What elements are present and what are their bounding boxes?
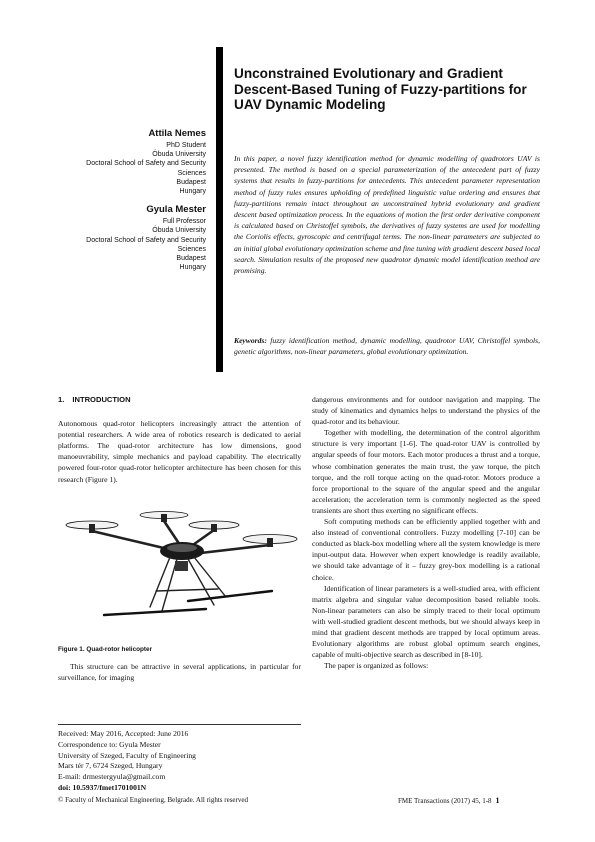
author-affiliation-line: Óbuda University	[152, 227, 206, 235]
author-affiliation-line: Budapest	[176, 178, 206, 186]
footer-journal	[398, 796, 500, 805]
paragraph: Together with modelling, the determination of the control algorithm structure is very important [1-6]. The quad-rotor UAV is controlled by angular speeds of four motors. Each motor produces a thrust and a torque, whose combination generates the main trust, the yaw torque, the pitch torque, and the roll torque acting on the quad-rotor. Motors produce a force proportional to the square of the angular speed and the angular acceleration; the acceleration term is commonly neglected as the speed transients are short thus exerting no significant effects.	[312, 428, 540, 515]
footnotes	[58, 729, 301, 794]
vertical-divider-bar	[216, 47, 223, 372]
paragraph: Soft computing methods can be efficiently applied together with and also instead of conventional controllers. Fuzzy modelling [7-10] can be conducted as black-box modelling where all the system knowledge is mere input-output data. However when expert knowledge is readily available, we should take advantage of it – fuzzy grey-box modelling is a rational choice.	[312, 517, 540, 582]
author-affiliation-line: Sciences	[177, 245, 206, 253]
paragraph: Identification of linear parameters is a well-studied area, with efficient matrix algebra and singular value decomposition based reliable tools. Non-linear parameters can also be simply traced to their local optimum with well-studied gradient descent methods, but we should always keep in mind that gradient descent methods are trapped by local optimum areas. Evolutionary algorithms are robust global optimum search engines, capable of multi-objective search as described in [8-10].	[312, 583, 540, 660]
intro-paragraph: Autonomous quad-rotor helicopters increasingly attract the attention of potential researchers. A wide area of robotics research is dedicated to aerial platforms. The quad-rotor architecture has low dimensions, good manoeuvrability, simple mechanics and payload capability. The electrically powered four-rotor quad-rotor helicopter architecture has been chosen for this research (Figure 1).	[58, 419, 301, 484]
author-affiliation-line: Sciences	[177, 169, 206, 177]
paragraph: This structure can be attractive in several applications, in particular for surveillance, for imaging	[58, 661, 301, 682]
institution-note: University of Szeged, Faculty of Engineering	[58, 750, 196, 760]
keywords-label: Keywords:	[234, 336, 267, 345]
author-affiliation-line: Full Professor	[162, 218, 206, 226]
left-column	[58, 394, 301, 683]
figure-caption: Figure 1. Quad-rotor helicopter	[58, 645, 153, 653]
author-name: Gyula Mester	[146, 204, 206, 216]
author-affiliation-line: Doctoral School of Safety and Security	[86, 236, 206, 244]
journal-citation: FME Transactions (2017) 45, 1-8	[398, 797, 492, 805]
email-note: E-mail: drmestergyula@gmail.com	[58, 772, 166, 782]
keywords-text: fuzzy identification method, dynamic modelling, quadrotor UAV, Christoffel symbols, genetic algorithms, non-linear parameters, global evolutionary optimization.	[234, 336, 540, 357]
paragraph: The paper is organized as follows:	[324, 661, 429, 671]
right-column	[312, 394, 540, 671]
section-number: 1.	[58, 395, 65, 404]
page-number: 1	[495, 796, 500, 805]
author-affiliation-line: Hungary	[179, 264, 206, 272]
section-heading	[58, 394, 301, 405]
author-affiliation-line: Óbuda University	[152, 151, 206, 159]
footer-copyright: © Faculty of Mechanical Engineering, Belgrade. All rights reserved	[58, 796, 248, 804]
quadrotor-figure	[58, 499, 301, 629]
author-affiliation-line: Hungary	[179, 188, 206, 196]
abstract: In this paper, a novel fuzzy identification method for dynamic modelling of quadrotors UAV is presented. The method is based on a special parameterization of the antecedent part of fuzzy systems that results in fuzzy-partitions for antecedents. This antecedent parameter representation method of fuzzy rules ensures upholding of predefined linguistic value ordering and ensures that fuzzy-partitions remain intact throughout an unconstrained hybrid evolutionary and gradient descent based optimization process. In the equations of motion the first order derivative component is calculated based on Christoffel symbols, the derivatives of fuzzy systems are used for modelling the Coriolis effects, gyroscopic and centrifugal terms. The non-linear parameters are subjected to an initial global evolutionary optimization scheme and fine tuning with gradient descent based local search. Simulation results of the proposed new quadrotor dynamic model identification method are promising.	[234, 154, 540, 276]
doi-note: doi: 10.5937/fmet1701001N	[58, 782, 147, 792]
paragraph: dangerous environments and for outdoor navigation and mapping. The study of kinematics and dynamics helps to understand the physics of the quad-rotor and its behaviour.	[312, 395, 540, 427]
address-note: Mars tér 7, 6724 Szeged, Hungary	[58, 761, 163, 771]
received-note: Received: May 2016, Accepted: June 2016	[58, 729, 189, 738]
author-1	[40, 128, 206, 196]
author-block	[40, 128, 206, 280]
section-title: INTRODUCTION	[72, 395, 131, 404]
author-2	[40, 204, 206, 272]
author-affiliation-line: Budapest	[176, 255, 206, 263]
author-affiliation-line: PhD Student	[166, 142, 206, 149]
keywords	[234, 335, 540, 357]
correspondence-note: Correspondence to: Gyula Mester	[58, 739, 161, 749]
author-name: Attila Nemes	[148, 128, 206, 139]
author-affiliation-line: Doctoral School of Safety and Security	[86, 160, 206, 168]
paper-title: Unconstrained Evolutionary and Gradient Descent-Based Tuning of Fuzzy-partitions for UAV Dynamic Modeling	[234, 66, 527, 113]
footnote-rule	[58, 724, 301, 725]
